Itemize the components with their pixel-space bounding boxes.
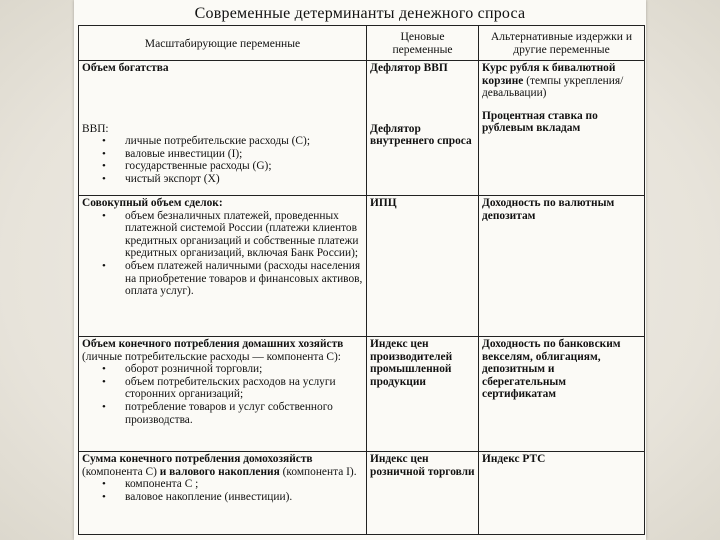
scaling-heading-note-2: (компонента I). — [279, 465, 357, 478]
scaling-heading: Сумма конечного потребления домохозяйств — [82, 453, 313, 465]
scaling-list — [82, 478, 363, 503]
scaling-cell — [79, 452, 367, 535]
alternative-cell — [479, 452, 645, 535]
column-header-scaling: Масштабирующие переменные — [79, 26, 367, 61]
list-item: • компонента С ; — [82, 478, 363, 491]
list-item: • объем платежей наличными (расходы населения на приобретение товаров и финансовых активов, оплата услуг). — [82, 260, 363, 298]
column-header-price: Ценовые переменные — [367, 26, 479, 61]
scaling-cell — [79, 61, 367, 196]
scaling-cell — [79, 337, 367, 452]
scaling-cell — [79, 196, 367, 337]
table-row — [79, 337, 645, 452]
list-item: • государственные расходы (G); — [82, 160, 363, 173]
price-cell — [367, 196, 479, 337]
price-entry — [370, 62, 475, 75]
column-header-alternative: Альтернативные издержки и другие переменные — [479, 26, 645, 61]
alternative-cell — [479, 61, 645, 196]
alternative-entry — [482, 62, 641, 100]
price-variable: Дефлятор ВВП — [370, 62, 448, 74]
document-page — [74, 0, 646, 540]
list-item: • личные потребительские расходы (С); — [82, 135, 363, 148]
price-cell — [367, 61, 479, 196]
alternative-note: (темпы укрепления/девальвации) — [482, 74, 624, 100]
table-header-row — [79, 26, 645, 61]
scaling-heading-2: и валового накопления — [159, 465, 280, 478]
alternative-variable: Процентная ставка по рублевым вкладам — [482, 109, 598, 135]
alternative-cell — [479, 196, 645, 337]
scaling-list — [82, 135, 363, 185]
table-row — [79, 196, 645, 337]
list-item: • чистый экспорт (Х) — [82, 173, 363, 186]
list-item: • оборот розничной торговли; — [82, 363, 363, 376]
table-row — [79, 452, 645, 535]
price-variable: Индекс цен розничной торговли — [370, 453, 475, 478]
scaling-list — [82, 210, 363, 298]
price-cell — [367, 452, 479, 535]
price-cell — [367, 337, 479, 452]
table-row — [79, 61, 645, 196]
price-variable: Индекс цен производителей промышленной продукции — [370, 338, 453, 388]
scaling-block — [82, 123, 363, 186]
alternative-variable: Доходность по банковским векселям, облигациям, депозитным и сберегательным сертификатам — [482, 338, 621, 401]
scaling-block — [82, 62, 363, 75]
list-item: • объем потребительских расходов на услуги сторонних организаций; — [82, 376, 363, 401]
alternative-variable: Индекс РТС — [482, 453, 546, 465]
list-item: • валовые инвестиции (I); — [82, 148, 363, 161]
list-item: • потребление товаров и услуг собственного производства. — [82, 401, 363, 426]
price-entry — [370, 123, 475, 148]
scaling-heading-note: (компонента С) — [82, 465, 160, 478]
document-title: Современные детерминанты денежного спроса — [194, 5, 526, 22]
alternative-cell — [479, 337, 645, 452]
price-variable: ИПЦ — [370, 197, 397, 209]
scaling-heading: Совокупный объем сделок: — [82, 197, 223, 209]
scaling-list — [82, 363, 363, 426]
scaling-heading: Объем конечного потребления домашних хозяйств — [82, 338, 344, 350]
scaling-heading: Объем богатства — [82, 62, 169, 74]
scaling-heading: ВВП: — [82, 122, 109, 135]
determinants-table — [78, 25, 645, 535]
price-variable: Дефлятор внутреннего спроса — [370, 122, 472, 148]
alternative-variable: Доходность по валютным депозитам — [482, 197, 615, 222]
list-item: • валовое накопление (инвестиции). — [82, 491, 363, 504]
alternative-variable: Курс рубля к бивалютной корзине — [482, 62, 616, 87]
scaling-heading-note: (личные потребительские расходы — компонента С): — [82, 350, 341, 363]
alternative-entry — [482, 110, 641, 135]
list-item: • объем безналичных платежей, проведенных платежной системой России (платежи клиентов кредитных организаций и собственные платежи кредитных организаций, включая Банк России); — [82, 210, 363, 260]
